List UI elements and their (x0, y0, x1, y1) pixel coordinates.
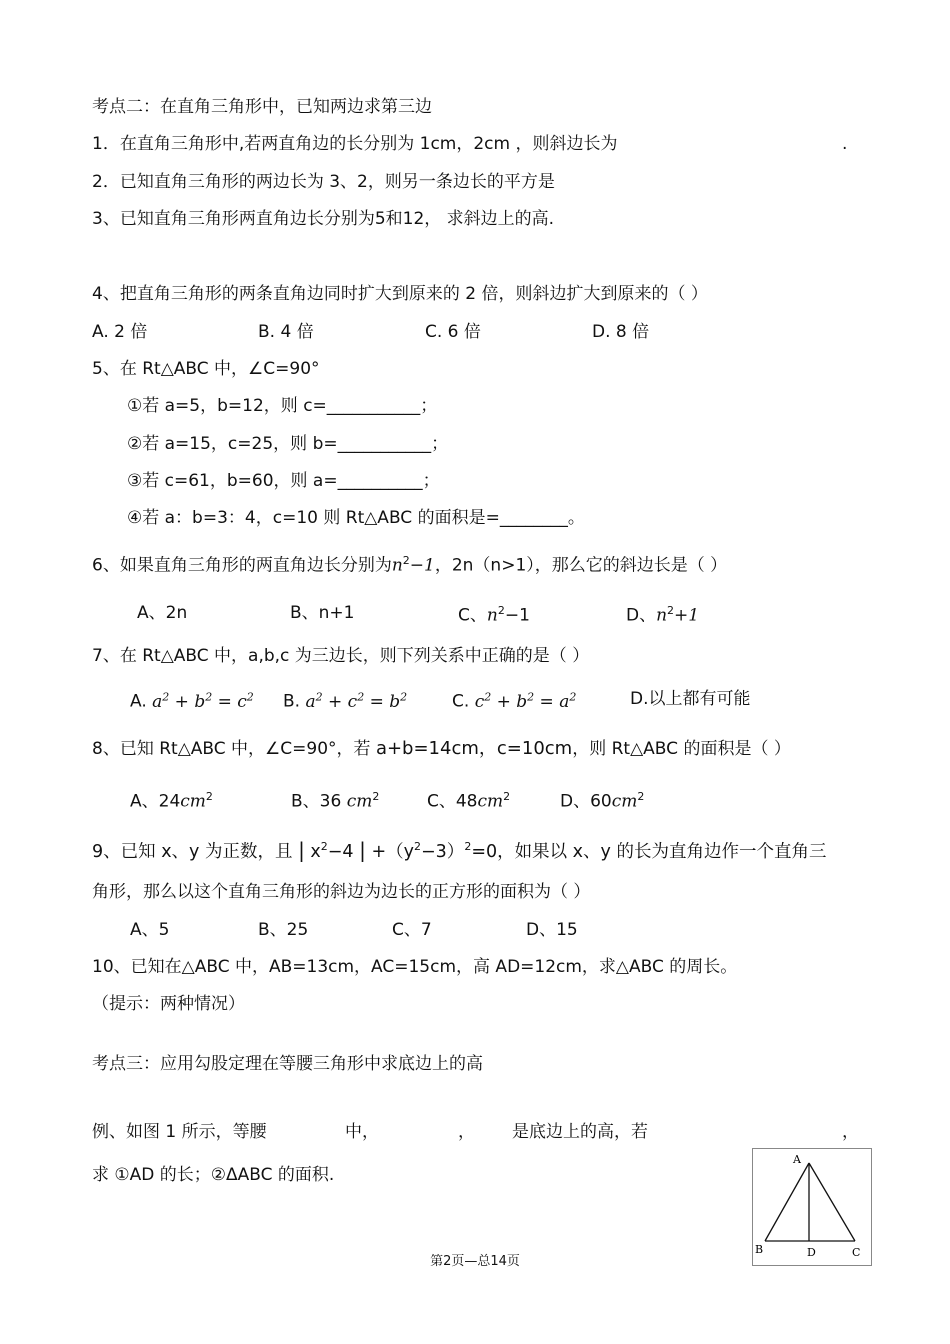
q9-part3-sup: 2 (464, 840, 472, 854)
q8-c-label: C、48 (427, 791, 478, 812)
q8-c-sup: 2 (503, 790, 511, 803)
label-d: D (807, 1246, 816, 1259)
q9-option-d: D、15 (526, 920, 578, 940)
triangle-diagram (753, 1149, 871, 1265)
q8-d-unit: cm (611, 791, 638, 812)
q4-option-a: A. 2 倍 (92, 322, 148, 342)
q7-option-b-label: B. (283, 691, 301, 712)
question-6 (92, 555, 727, 575)
q7a-t4: = c (212, 691, 247, 712)
q7c-t1: 2 (484, 690, 492, 703)
q5-item-1: ①若 a=5，b=12，则 c=___________； (127, 396, 438, 416)
question-10-hint: （提示：两种情况） (92, 994, 245, 1014)
q7b-t2: + c (322, 691, 358, 712)
q6-option-c-sup: 2 (497, 604, 505, 617)
example-line1-part4: 是底边上的高，若 (512, 1122, 648, 1142)
q8-option-c (427, 791, 510, 811)
side-ac (809, 1163, 855, 1241)
section2-title: 考点二：在直角三角形中，已知两边求第三边 (92, 97, 432, 117)
q6-option-c (458, 605, 530, 625)
q7b-t0: a (305, 691, 316, 712)
q7a-t3: 2 (205, 690, 213, 703)
q7-option-a-label: A. (130, 691, 147, 712)
q9-abs-rest: −4 (327, 842, 354, 862)
question-9-line2: 角形，那么以这个直角三角形的斜边为边长的正方形的面积为（ ） (92, 882, 591, 902)
q7b-t3: 2 (357, 690, 365, 703)
example-line2: 求 ①AD 的长；②ΔABC 的面积. (92, 1165, 335, 1185)
q7c-t2: + b (491, 691, 528, 712)
q6-expr-sup: 2 (402, 554, 410, 567)
section3-title: 考点三：应用勾股定理在等腰三角形中求底边上的高 (92, 1054, 483, 1074)
q9-abs-sup: 2 (320, 840, 328, 854)
q9-option-c: C、7 (392, 920, 432, 940)
q9-abs-bar-right: | (359, 838, 366, 862)
question-5: 5、在 Rt△ABC 中，∠C=90° (92, 359, 320, 379)
q6-expr-n: n (391, 555, 403, 576)
q6-post: ，2n（n>1），那么它的斜边长是（ ） (434, 555, 728, 576)
q8-pre: 8、已知 Rt△ABC 中，∠C=90°，若 (92, 739, 376, 759)
q7b-t1: 2 (315, 690, 323, 703)
q9-option-b: B、25 (258, 920, 309, 940)
label-c: C (852, 1246, 861, 1259)
question-9 (92, 840, 826, 862)
q9-abs-bar-left: | (298, 838, 305, 862)
q7-option-c (452, 691, 576, 711)
q7a-t1: 2 (162, 690, 170, 703)
q8-b-sup: 2 (372, 790, 380, 803)
example-line1-part2: 中， (345, 1122, 379, 1142)
q7-option-b-expr (305, 692, 407, 712)
q6-option-d-sup: 2 (667, 604, 675, 617)
q7-option-a (130, 691, 254, 711)
q9-part3: −3） (421, 842, 465, 862)
q9-part2: +（y (371, 842, 414, 862)
q7b-t4: = b (364, 691, 401, 712)
q9-part1: 9、已知 x、y 为正数，且 (92, 842, 293, 862)
q7-option-a-expr (152, 692, 254, 712)
example-line1-part5: ， (842, 1122, 859, 1142)
q4-option-d: D. 8 倍 (592, 322, 650, 342)
q6-pre: 6、如果直角三角形的两直角边长分别为 (92, 555, 392, 576)
q8-a-unit: cm (180, 791, 206, 812)
side-ab (765, 1163, 809, 1241)
q7-option-d: D.以上都有可能 (630, 689, 751, 709)
q5-item-3: ③若 c=61，b=60，则 a=__________； (127, 471, 440, 491)
q6-option-b: B、n+1 (290, 603, 355, 623)
q5-item-2: ②若 a=15，c=25，则 b=___________； (127, 434, 449, 454)
page-footer: 第2页—总14页 (430, 1254, 520, 1269)
q6-option-d-n: n (656, 605, 668, 626)
q4-option-b: B. 4 倍 (258, 322, 314, 342)
q8-d-sup: 2 (637, 790, 645, 803)
q7c-t5: 2 (569, 690, 577, 703)
q8-a-label: A、24 (130, 791, 181, 812)
q8-option-a (130, 791, 213, 811)
q6-option-c-tail: −1 (504, 605, 530, 626)
q7-option-c-expr (475, 692, 577, 712)
question-4: 4、把直角三角形的两条直角边同时扩大到原来的 2 倍，则斜边扩大到原来的（ ） (92, 284, 708, 304)
label-a: A (793, 1153, 801, 1166)
question-8 (92, 740, 791, 758)
question-10: 10、已知在△ABC 中，AB=13cm，AC=15cm，高 AD=12cm，求△ABC 的周长。 (92, 957, 738, 977)
label-b: B (755, 1243, 764, 1256)
q7c-t0: c (474, 691, 485, 712)
q6-option-c-label: C、 (458, 605, 487, 626)
q8-c-unit: cm (477, 791, 504, 812)
q8-b-unit: cm (346, 791, 373, 812)
q7c-t4: = a (534, 691, 570, 712)
q6-option-d-tail: +1 (674, 605, 700, 626)
q7-option-b (283, 691, 407, 711)
q7c-t3: 2 (527, 690, 535, 703)
q9-abs-x: x (310, 842, 321, 862)
q7a-t0: a (152, 691, 163, 712)
q9-part2-sup: 2 (414, 840, 421, 854)
question-1: 1．在直角三角形中,若两直角边的长分别为 1cm，2cm ，则斜边长为 (92, 134, 618, 154)
q7a-t5: 2 (246, 690, 254, 703)
q5-item-4: ④若 a：b=3：4，c=10 则 Rt△ABC 的面积是=________。 (127, 508, 585, 528)
example-line1-part1: 例、如图 1 所示，等腰 (92, 1122, 267, 1142)
q6-option-d (626, 605, 699, 625)
question-1-period: . (842, 134, 848, 154)
q6-expr-tail: −1 (409, 555, 435, 576)
q6-option-c-n: n (486, 605, 498, 626)
q8-d-label: D、60 (560, 791, 612, 812)
question-3: 3、已知直角三角形两直角边长分别为5和12， 求斜边上的高. (92, 209, 555, 229)
q8-b-label: B、36 (291, 791, 347, 812)
q6-option-a: A、2n (137, 603, 188, 623)
q8-option-b (291, 791, 379, 811)
q6-option-d-label: D、 (626, 605, 657, 626)
q7-option-c-label: C. (452, 691, 470, 712)
q8-a-sup: 2 (205, 790, 213, 803)
q8-post: ，则 Rt△ABC 的面积是（ ） (572, 739, 791, 759)
q7b-t5: 2 (400, 690, 408, 703)
question-7: 7、在 Rt△ABC 中，a,b,c 为三边长，则下列关系中正确的是（ ） (92, 646, 590, 666)
q7a-t2: + b (169, 691, 206, 712)
q8-given: a+b=14cm，c=10cm (375, 738, 573, 759)
question-2: 2．已知直角三角形的两边长为 3、2，则另一条边长的平方是 (92, 172, 555, 192)
figure-1-triangle (752, 1148, 872, 1266)
example-line1-part3: ， (458, 1122, 475, 1142)
q9-option-a: A、5 (130, 920, 170, 940)
q4-option-c: C. 6 倍 (425, 322, 481, 342)
q8-option-d (560, 791, 644, 811)
q9-part4: =0，如果以 x、y 的长为直角边作一个直角三 (471, 842, 827, 862)
